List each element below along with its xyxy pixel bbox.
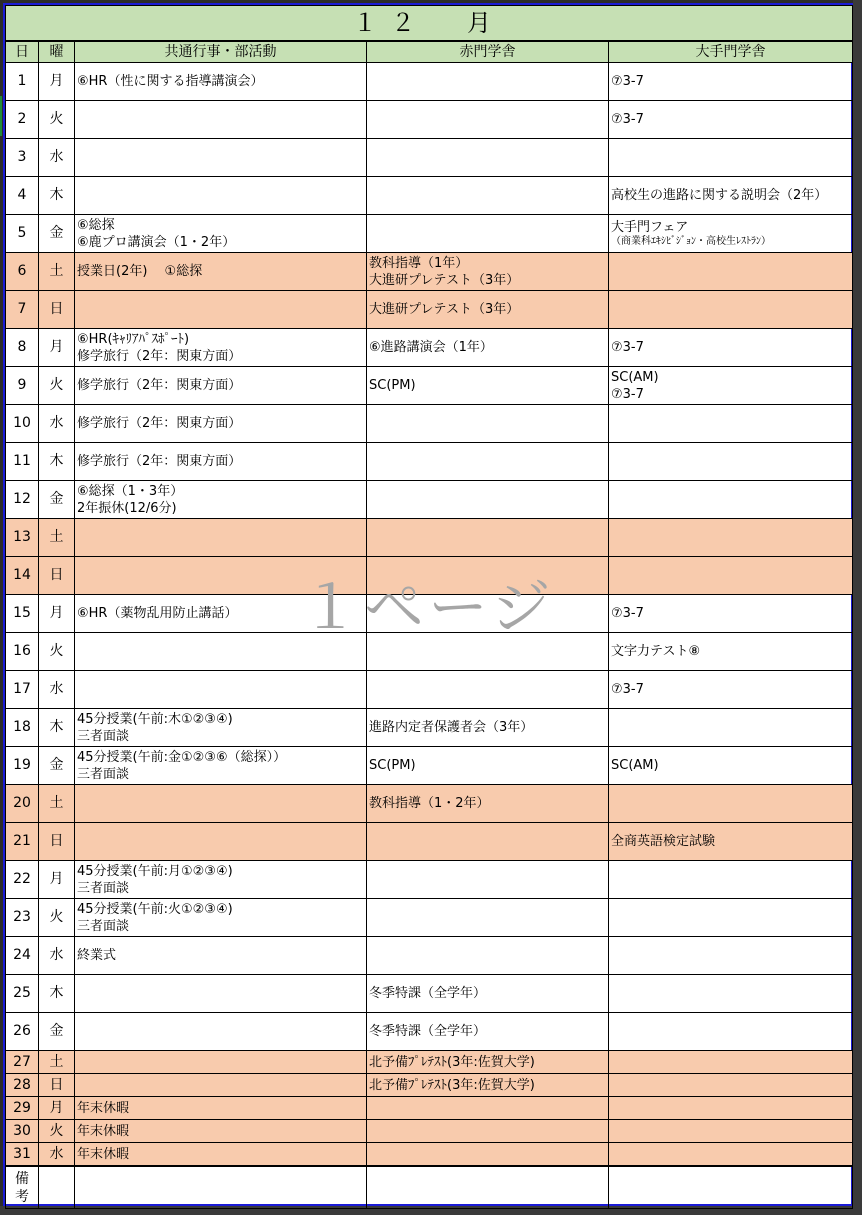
otemon-cell[interactable] [609,937,853,975]
akamon-cell[interactable] [367,291,609,329]
common-event-cell[interactable] [75,443,367,481]
day-cell[interactable]: 27 [6,1051,39,1074]
akamon-cell-line: 進路内定者保護者会（3年） [369,720,534,735]
common-event-cell-line: 年末休暇 [77,1100,130,1116]
weekday-cell[interactable]: 月 [39,329,75,367]
common-event-cell-line: ⑥総探（1・3年） [77,483,184,499]
table-row [6,861,853,899]
akamon-cell[interactable] [367,481,609,519]
day-cell[interactable]: 22 [6,861,39,899]
otemon-cell[interactable] [609,481,853,519]
otemon-cell[interactable] [609,633,853,671]
common-event-cell[interactable] [75,937,367,975]
day-cell[interactable]: 18 [6,709,39,747]
table-row [6,101,853,139]
weekday-cell[interactable]: 土 [39,785,75,823]
table-row [6,709,853,747]
otemon-cell-line: ⑦3-7 [611,606,644,621]
common-event-cell-line: 45分授業(午前:木①②③④) [77,711,233,727]
akamon-cell-line: 冬季特課（全学年） [369,986,487,1001]
otemon-cell[interactable] [609,975,853,1013]
common-event-cell-line: ⑥HR（薬物乱用防止講話） [77,606,238,621]
table-row [6,937,853,975]
day-cell[interactable]: 12 [6,481,39,519]
akamon-cell[interactable] [367,899,609,937]
otemon-cell[interactable] [609,329,853,367]
otemon-cell[interactable] [609,253,853,291]
akamon-cell[interactable] [367,671,609,709]
day-cell[interactable]: 14 [6,557,39,595]
common-event-cell[interactable] [75,747,367,785]
weekday-cell[interactable]: 水 [39,1143,75,1167]
otemon-cell[interactable] [609,1097,853,1120]
otemon-cell-line: ⑦3-7 [611,74,644,89]
otemon-cell-line: ⑦3-7 [611,682,644,697]
day-cell[interactable]: 26 [6,1013,39,1051]
otemon-cell[interactable] [609,823,853,861]
akamon-cell[interactable] [367,1074,609,1097]
weekday-cell[interactable]: 月 [39,1097,75,1120]
common-event-cell-line: 年末休暇 [77,1146,130,1162]
day-cell[interactable]: 2 [6,101,39,139]
common-event-cell[interactable] [75,367,367,405]
notes-weekday-cell[interactable] [39,1166,75,1209]
otemon-cell[interactable] [609,291,853,329]
akamon-cell[interactable] [367,101,609,139]
common-event-cell-line: 45分授業(午前:金①②③⑥（総探）） [77,749,287,765]
otemon-cell-line: 全商英語検定試験 [611,834,716,849]
akamon-cell[interactable] [367,443,609,481]
akamon-cell[interactable] [367,1120,609,1143]
day-cell[interactable]: 21 [6,823,39,861]
weekday-cell[interactable]: 木 [39,709,75,747]
common-event-cell-line: 修学旅行（2年：関東方面） [77,378,242,393]
weekday-cell[interactable]: 水 [39,671,75,709]
common-event-cell[interactable] [75,215,367,253]
common-event-cell-line: 2年振休(12/6分) [77,500,177,516]
weekday-cell[interactable]: 金 [39,1013,75,1051]
common-event-cell[interactable] [75,633,367,671]
otemon-cell[interactable] [609,367,853,405]
weekday-cell[interactable]: 火 [39,1120,75,1143]
day-cell[interactable]: 11 [6,443,39,481]
akamon-cell-line: SC(PM) [369,378,416,393]
otemon-cell-line: SC(AM) [611,369,659,385]
day-cell[interactable]: 24 [6,937,39,975]
day-cell[interactable]: 7 [6,291,39,329]
akamon-cell[interactable] [367,747,609,785]
akamon-cell[interactable] [367,1097,609,1120]
day-cell[interactable]: 20 [6,785,39,823]
akamon-cell[interactable] [367,139,609,177]
day-cell[interactable]: 16 [6,633,39,671]
notes-label-cell[interactable] [6,1166,39,1209]
notes-common-cell[interactable] [75,1166,367,1209]
common-event-cell[interactable] [75,1143,367,1167]
otemon-cell[interactable] [609,519,853,557]
otemon-cell[interactable] [609,1051,853,1074]
akamon-cell-line: 大進研プレテスト（3年） [369,302,520,317]
akamon-cell[interactable] [367,595,609,633]
table-row [6,139,853,177]
common-event-cell-line: 45分授業(午前:月①②③④) [77,863,233,879]
day-cell[interactable]: 13 [6,519,39,557]
otemon-cell[interactable] [609,709,853,747]
otemon-cell[interactable] [609,747,853,785]
otemon-cell-subnote: （商業科ｴｷｼﾋﾞｼﾞｮﾝ・高校生ﾚｽﾄﾗﾝ） [611,236,771,247]
header-common-events[interactable]: 共通行事・部活動 [75,41,367,63]
weekday-cell[interactable]: 土 [39,519,75,557]
common-event-cell[interactable] [75,1097,367,1120]
table-row [6,291,853,329]
akamon-cell-line: 冬季特課（全学年） [369,1024,487,1039]
common-event-cell[interactable] [75,1074,367,1097]
common-event-cell[interactable] [75,253,367,291]
day-cell[interactable]: 19 [6,747,39,785]
day-cell[interactable]: 10 [6,405,39,443]
common-event-cell-line: 三者面談 [77,766,130,782]
common-event-cell[interactable] [75,671,367,709]
day-cell[interactable]: 17 [6,671,39,709]
day-cell[interactable]: 15 [6,595,39,633]
common-event-cell[interactable] [75,1013,367,1051]
akamon-cell[interactable] [367,405,609,443]
akamon-cell[interactable] [367,367,609,405]
otemon-cell-line: SC(AM) [611,758,659,773]
akamon-cell[interactable] [367,861,609,899]
weekday-cell[interactable]: 水 [39,937,75,975]
common-event-cell-line: 授業日(2年) ①総探 [77,264,203,279]
common-event-cell[interactable] [75,557,367,595]
weekday-cell[interactable]: 火 [39,367,75,405]
header-day[interactable]: 日 [6,41,39,63]
otemon-cell[interactable] [609,63,853,101]
header-weekday[interactable]: 曜 [39,41,75,63]
weekday-cell[interactable]: 木 [39,975,75,1013]
common-event-cell[interactable] [75,975,367,1013]
otemon-cell-line: 大手門フェア [611,220,689,235]
common-event-cell-line: 終業式 [77,948,117,963]
akamon-cell[interactable] [367,1051,609,1074]
table-row [6,367,853,405]
akamon-cell-line: 教科指導（1・2年） [369,796,490,811]
common-event-cell[interactable] [75,899,367,937]
otemon-cell[interactable] [609,101,853,139]
day-cell[interactable]: 4 [6,177,39,215]
common-event-cell[interactable] [75,595,367,633]
otemon-cell[interactable] [609,443,853,481]
akamon-cell-line: 大進研プレテスト（3年） [369,272,520,288]
akamon-cell[interactable] [367,519,609,557]
notes-akamon-cell[interactable] [367,1166,609,1209]
otemon-cell[interactable] [609,899,853,937]
weekday-cell[interactable]: 日 [39,291,75,329]
table-row [6,595,853,633]
weekday-cell[interactable]: 木 [39,443,75,481]
day-cell[interactable]: 5 [6,215,39,253]
weekday-cell[interactable]: 木 [39,177,75,215]
day-cell[interactable]: 1 [6,63,39,101]
day-cell[interactable]: 8 [6,329,39,367]
common-event-cell-line: 三者面談 [77,880,130,896]
akamon-cell[interactable] [367,1013,609,1051]
common-event-cell[interactable] [75,709,367,747]
window-shadow-right [853,0,862,1215]
otemon-cell-line: 高校生の進路に関する説明会（2年） [611,188,828,203]
day-cell[interactable]: 30 [6,1120,39,1143]
table-row [6,823,853,861]
common-event-cell[interactable] [75,177,367,215]
weekday-cell[interactable]: 日 [39,823,75,861]
otemon-cell-line: ⑦3-7 [611,386,644,402]
table-row [6,63,853,101]
weekday-cell[interactable]: 土 [39,1051,75,1074]
weekday-cell[interactable]: 日 [39,1074,75,1097]
common-event-cell[interactable] [75,405,367,443]
akamon-cell-line: 教科指導（1年） [369,255,469,271]
table-row [6,1051,853,1074]
header-otemon-campus[interactable]: 大手門学舎 [609,41,853,63]
notes-otemon-cell[interactable] [609,1166,853,1209]
akamon-cell[interactable] [367,937,609,975]
akamon-cell[interactable] [367,975,609,1013]
common-event-cell-line: 年末休暇 [77,1123,130,1139]
otemon-cell[interactable] [609,557,853,595]
common-event-cell[interactable] [75,1051,367,1074]
otemon-cell-line: ⑦3-7 [611,112,644,127]
table-row [6,1013,853,1051]
common-event-cell[interactable] [75,519,367,557]
akamon-cell[interactable] [367,1143,609,1167]
day-cell[interactable]: 23 [6,899,39,937]
weekday-cell[interactable]: 水 [39,139,75,177]
otemon-cell-line: 文字力テスト⑧ [611,644,701,659]
schedule-table [5,5,853,1209]
common-event-cell-line: ⑥総探 [77,217,115,233]
otemon-cell[interactable] [609,139,853,177]
akamon-cell[interactable] [367,823,609,861]
table-row [6,253,853,291]
table-row [6,557,853,595]
table-row [6,1120,853,1143]
akamon-cell[interactable] [367,557,609,595]
weekday-cell[interactable]: 月 [39,861,75,899]
day-cell[interactable]: 28 [6,1074,39,1097]
table-row [6,1143,853,1167]
table-row [6,747,853,785]
akamon-cell[interactable] [367,633,609,671]
common-event-cell[interactable] [75,861,367,899]
table-row [6,405,853,443]
otemon-cell[interactable] [609,215,853,253]
otemon-cell[interactable] [609,1143,853,1167]
header-akamon-campus[interactable]: 赤門学舎 [367,41,609,63]
common-event-cell[interactable] [75,823,367,861]
otemon-cell[interactable] [609,405,853,443]
common-event-cell-line: 修学旅行（2年：関東方面） [77,454,242,469]
day-cell[interactable]: 25 [6,975,39,1013]
table-row [6,329,853,367]
table-row [6,443,853,481]
otemon-cell-line: ⑦3-7 [611,340,644,355]
notes-label-char: 考 [15,1188,29,1205]
common-event-cell[interactable] [75,291,367,329]
table-row [6,975,853,1013]
common-event-cell-line: 三者面談 [77,728,130,744]
common-event-cell-line: 三者面談 [77,918,130,934]
otemon-cell[interactable] [609,671,853,709]
table-row [6,519,853,557]
weekday-cell[interactable]: 水 [39,405,75,443]
weekday-cell[interactable]: 日 [39,557,75,595]
weekday-cell[interactable]: 月 [39,63,75,101]
otemon-cell[interactable] [609,1013,853,1051]
notes-row [6,1166,853,1209]
common-event-cell-line: ⑥HR(ｷｬﾘｱﾊﾟｽﾎﾟｰﾄ) [77,331,190,347]
table-row [6,1074,853,1097]
table-row [6,785,853,823]
weekday-cell[interactable]: 金 [39,481,75,519]
akamon-cell-line: 北予備ﾌﾟﾚﾃｽﾄ(3年:佐賀大学) [369,1077,535,1093]
akamon-cell[interactable] [367,709,609,747]
day-cell[interactable]: 29 [6,1097,39,1120]
weekday-cell[interactable]: 土 [39,253,75,291]
common-event-cell-line: ⑥鹿プロ講演会（1・2年） [77,234,236,250]
weekday-cell[interactable]: 金 [39,215,75,253]
akamon-cell-line: 北予備ﾌﾟﾚﾃｽﾄ(3年:佐賀大学) [369,1054,535,1070]
akamon-cell-line: ⑥進路講演会（1年） [369,340,493,355]
common-event-cell-line: 修学旅行（2年：関東方面） [77,416,242,431]
weekday-cell[interactable]: 金 [39,747,75,785]
table-row [6,177,853,215]
table-row [6,1097,853,1120]
day-cell[interactable]: 9 [6,367,39,405]
table-row [6,215,853,253]
otemon-cell[interactable] [609,861,853,899]
common-event-cell[interactable] [75,481,367,519]
akamon-cell[interactable] [367,177,609,215]
common-event-cell[interactable] [75,101,367,139]
akamon-cell[interactable] [367,329,609,367]
table-row [6,899,853,937]
common-event-cell[interactable] [75,63,367,101]
common-event-cell-line: 45分授業(午前:火①②③④) [77,901,233,917]
otemon-cell[interactable] [609,785,853,823]
day-cell[interactable]: 6 [6,253,39,291]
common-event-cell[interactable] [75,139,367,177]
otemon-cell[interactable] [609,595,853,633]
notes-label-char: 備 [15,1170,29,1187]
akamon-cell[interactable] [367,215,609,253]
akamon-cell-line: SC(PM) [369,758,416,773]
weekday-cell[interactable]: 火 [39,101,75,139]
table-row [6,481,853,519]
otemon-cell[interactable] [609,1074,853,1097]
table-row [6,671,853,709]
common-event-cell[interactable] [75,785,367,823]
month-title[interactable]: １２ 月 [6,6,853,42]
otemon-cell[interactable] [609,1120,853,1143]
common-event-cell-line: 修学旅行（2年：関東方面） [77,348,242,364]
table-row [6,633,853,671]
otemon-cell[interactable] [609,177,853,215]
page-watermark: １ページ [300,573,555,643]
common-event-cell[interactable] [75,1120,367,1143]
weekday-cell[interactable]: 月 [39,595,75,633]
akamon-cell[interactable] [367,63,609,101]
common-event-cell-line: ⑥HR（性に関する指導講演会） [77,74,264,89]
common-event-cell[interactable] [75,329,367,367]
weekday-cell[interactable]: 火 [39,633,75,671]
akamon-cell[interactable] [367,785,609,823]
day-cell[interactable]: 3 [6,139,39,177]
weekday-cell[interactable]: 火 [39,899,75,937]
akamon-cell[interactable] [367,253,609,291]
day-cell[interactable]: 31 [6,1143,39,1167]
